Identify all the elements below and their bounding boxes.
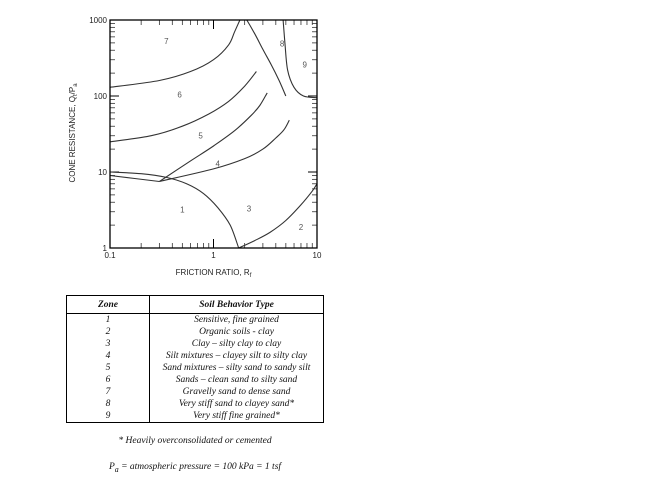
- y-tick-label: 100: [93, 92, 107, 101]
- zone-label: 5: [198, 131, 203, 141]
- y-axis-title-tail-subscript: a: [73, 83, 79, 87]
- zone-boundary-curve: [159, 120, 289, 181]
- y-axis-title: [68, 83, 79, 183]
- y-tick-label: 10: [98, 168, 107, 177]
- table-row: [67, 326, 324, 338]
- zone-cell: 2: [67, 326, 150, 338]
- zone-cell: 5: [67, 362, 150, 374]
- zone-label: 3: [246, 204, 252, 214]
- zone-cell: 4: [67, 350, 150, 362]
- x-tick-label: 10: [312, 251, 322, 260]
- soil-type-cell: Sand mixtures – silty sand to sandy silt: [162, 363, 311, 373]
- atmospheric-pressure-note: [66, 462, 324, 474]
- soil-type-cell: Very stiff fine grained*: [193, 411, 280, 421]
- soil-type-cell: Organic soils - clay: [199, 327, 274, 337]
- pressure-symbol: P: [108, 462, 115, 472]
- table-row: [67, 362, 324, 374]
- x-axis-title-subscript: f: [249, 273, 252, 279]
- zone-column-header: Zone: [67, 296, 150, 314]
- zone-boundary-curve: [247, 20, 286, 96]
- table-row: [67, 386, 324, 398]
- zone-legend-table: [66, 295, 324, 423]
- soil-type-column-header: Soil Behavior Type: [150, 296, 324, 314]
- zone-label: 6: [177, 90, 182, 100]
- zone-boundary-curve: [283, 20, 317, 98]
- overconsolidated-footnote: * Heavily overconsolidated or cemented: [118, 436, 272, 446]
- zone-cell: 9: [67, 410, 150, 423]
- zone-cell: 6: [67, 374, 150, 386]
- table-row: [67, 398, 324, 410]
- legend-header-row: [67, 296, 324, 314]
- y-axis-title-tail: /P: [68, 86, 77, 95]
- x-axis-title: [176, 268, 252, 279]
- soil-type-cell: Sands – clean sand to silty sand: [175, 375, 298, 385]
- soil-type-cell: Sensitive, fine grained: [194, 315, 279, 325]
- zone-boundary-curve: [239, 184, 317, 248]
- y-tick-label: 1000: [89, 16, 107, 25]
- zone-label: 2: [298, 222, 304, 232]
- pressure-text: = atmospheric pressure = 100 kPa = 1 tsf: [118, 462, 282, 472]
- x-tick-label: 0.1: [104, 251, 116, 260]
- zone-label: 4: [215, 159, 221, 169]
- zone-boundary-curve: [110, 172, 239, 248]
- soil-type-cell: Silt mixtures – clayey silt to silty clay: [165, 351, 308, 361]
- y-axis-title-subscript: t: [73, 94, 79, 97]
- zone-label: 1: [180, 205, 185, 215]
- table-row: [67, 374, 324, 386]
- zone-boundary-curve: [110, 20, 240, 87]
- pressure-subscript: a: [114, 464, 119, 474]
- y-axis-title-text: CONE RESISTANCE, Q: [68, 96, 77, 183]
- zone-cell: 3: [67, 338, 150, 350]
- table-row: [67, 410, 324, 423]
- zone-label: 7: [164, 36, 169, 46]
- zone-cell: 7: [67, 386, 150, 398]
- zone-label: 8: [279, 39, 285, 49]
- zone-boundary-curve: [110, 176, 159, 182]
- zone-cell: 1: [67, 314, 150, 327]
- table-row: [67, 350, 324, 362]
- soil-type-cell: Clay – silty clay to clay: [191, 339, 282, 349]
- zone-label: 9: [302, 60, 307, 70]
- soil-type-cell: Gravelly sand to dense sand: [182, 387, 291, 397]
- soil-type-cell: Very stiff sand to clayey sand*: [178, 399, 295, 409]
- x-axis-title-text: FRICTION RATIO, R: [175, 268, 250, 277]
- table-row: [67, 338, 324, 350]
- zone-boundary-curve: [159, 93, 267, 182]
- table-row: [67, 314, 324, 327]
- x-tick-label: 1: [211, 251, 216, 260]
- zone-cell: 8: [67, 398, 150, 410]
- y-tick-label: 1: [102, 244, 107, 253]
